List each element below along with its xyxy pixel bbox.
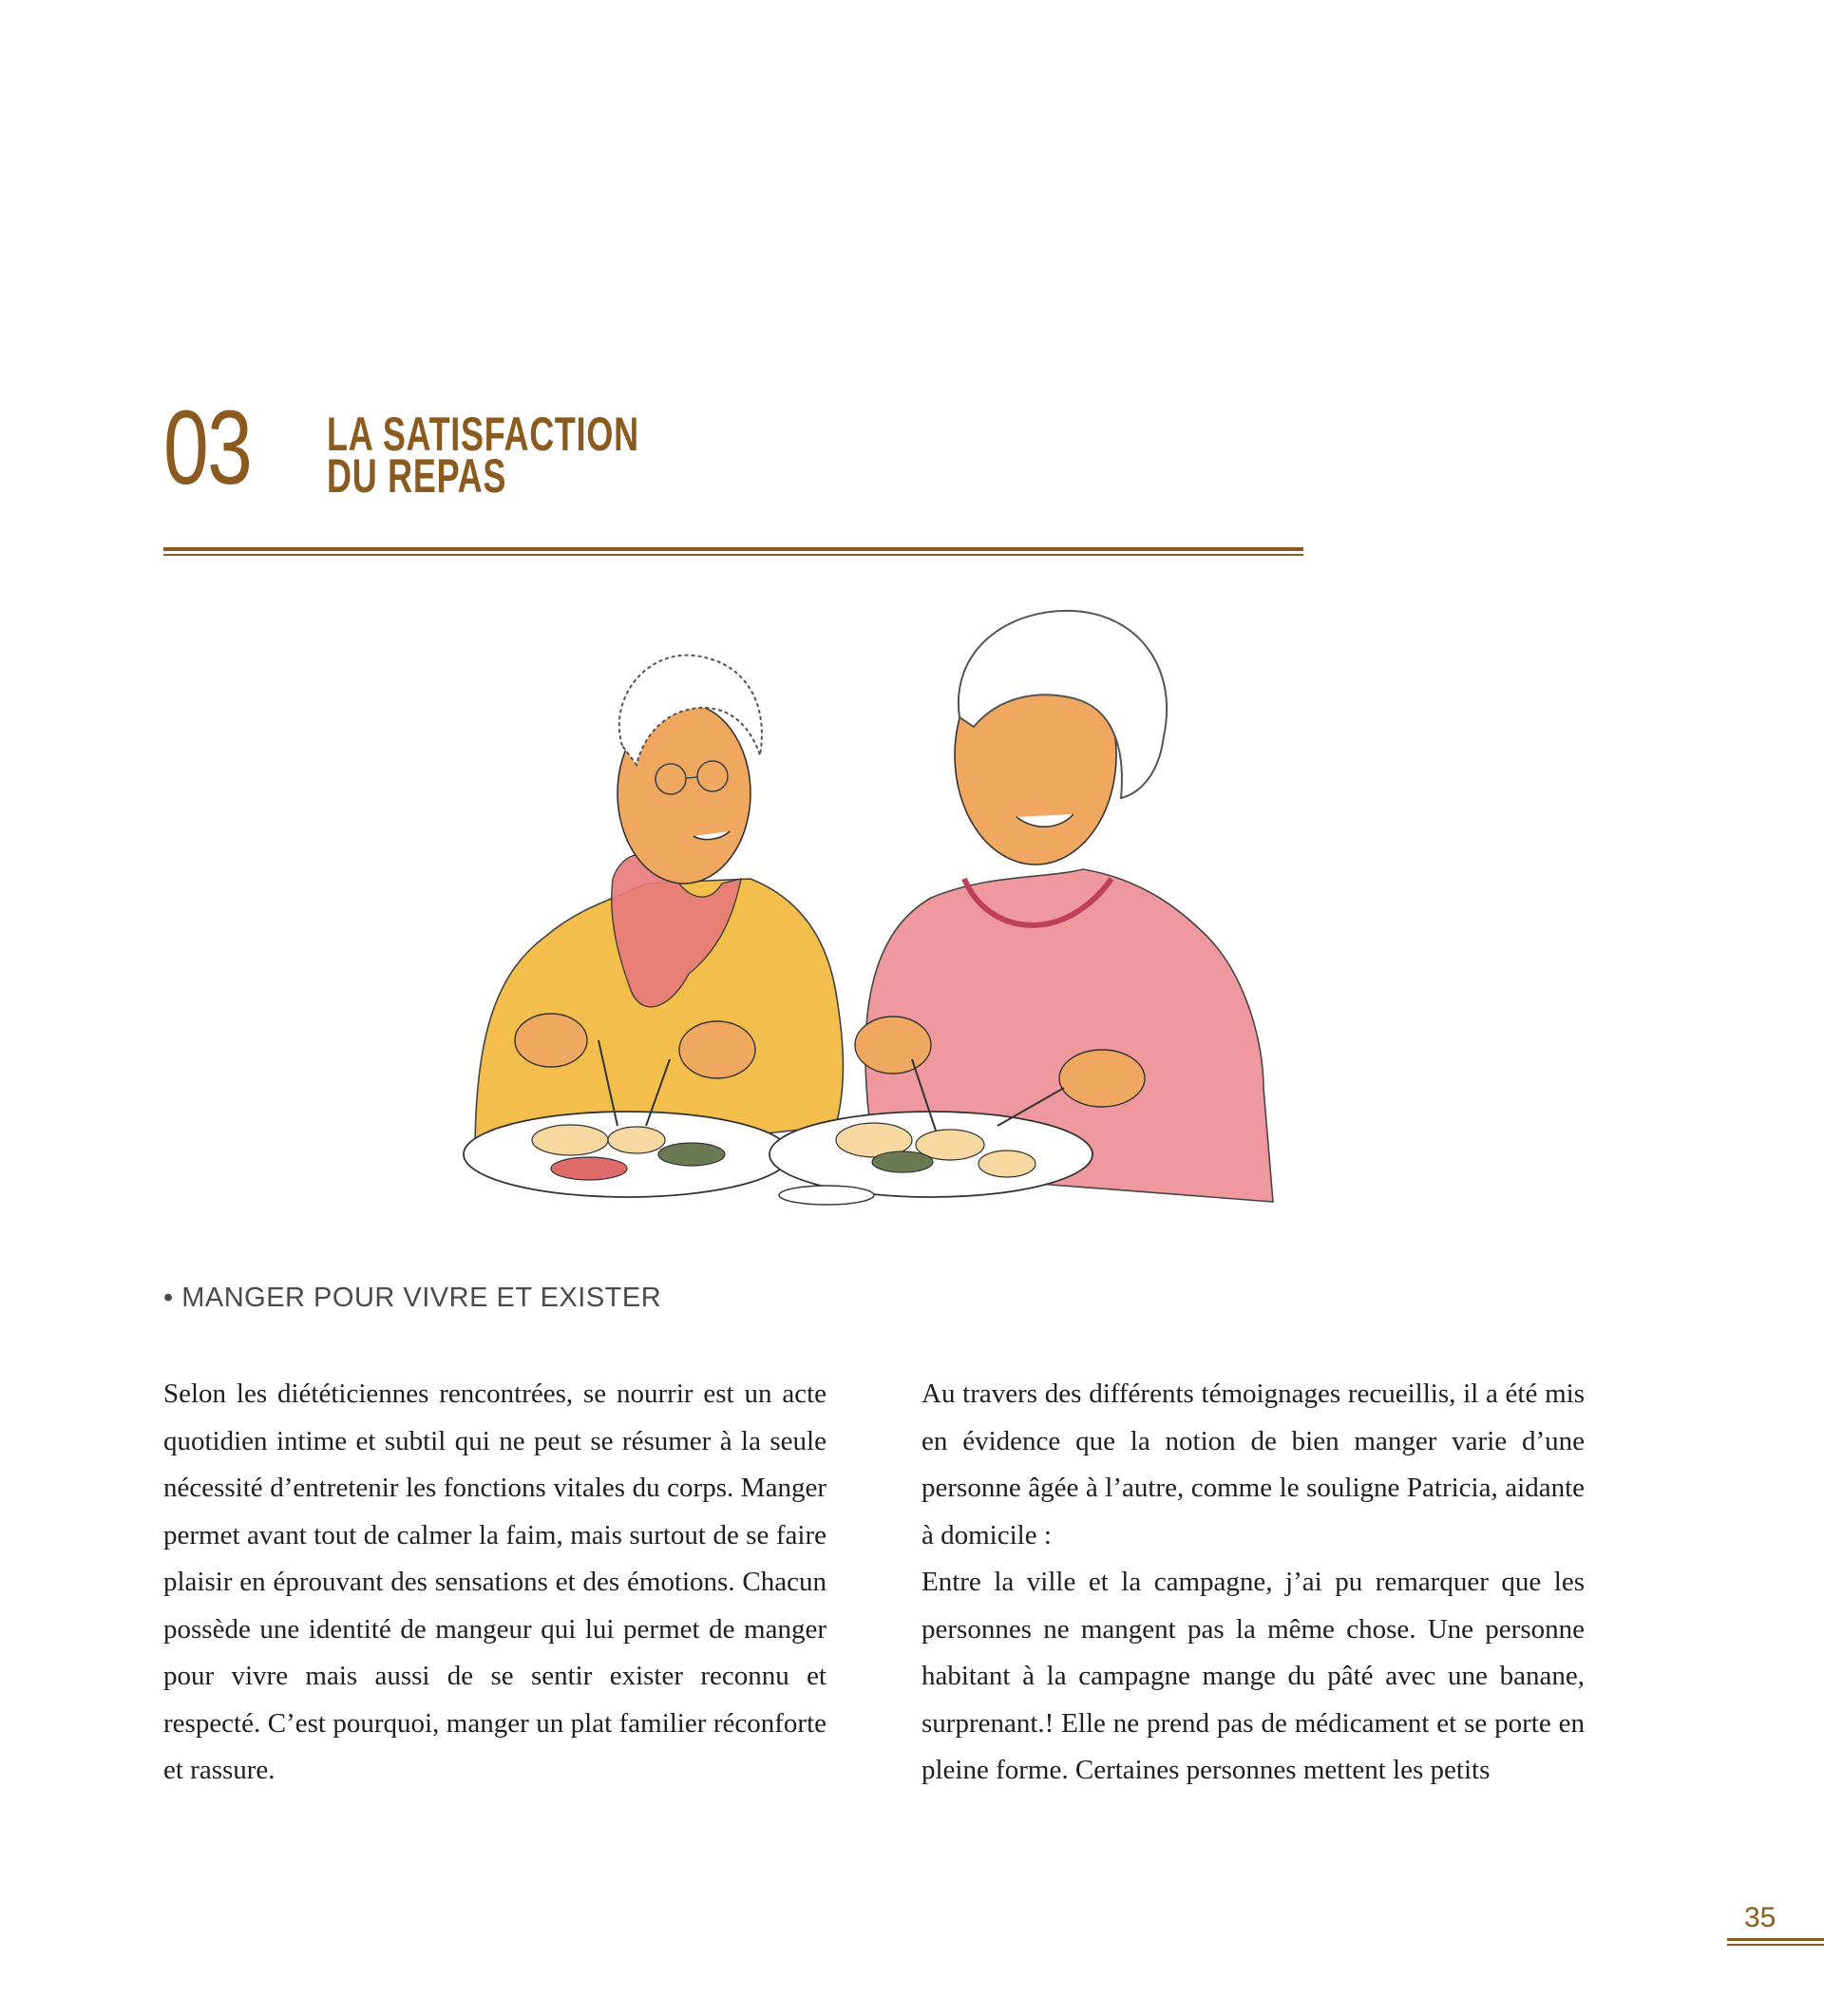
paragraph: Entre la ville et la campagne, j’ai pu remarquer que les personnes ne mangent pas la même chose. Une personne habitant à la campagne mange du pâté avec une banane, surprenant.! Elle ne prend pas de médicament et se porte en pleine forme. Certaines personnes mettent les petits — [922, 1567, 1585, 1785]
paragraph: Selon les diététiciennes rencontrées, se nourrir est un acte quotidien intime et subtil qui ne peut se résumer à la seule nécessité d’entretenir les fonctions vitales du corps. Manger permet avant tout de calmer la faim, mais surtout de se faire plaisir en éprouvant des sensations et des émotions. Chacun possède une identité de mangeur qui lui permet de manger pour vivre mais aussi de se sentir exister reconnu et respecté. C’est pourquoi, manger un plat familier réconforte et rassure. — [163, 1379, 826, 1785]
title-rule-thin — [163, 554, 1303, 556]
text-column-right — [922, 1371, 1585, 1795]
paragraph: Au travers des différents témoignages recueillis, il a été mis en évidence que la notion de bien manger varie d’une personne âgée à l’autre, comme le souligne Patricia, aidante à domicile : — [922, 1379, 1585, 1550]
text-column-left — [163, 1371, 826, 1795]
chapter-title-line1: LA SATISFACTION — [327, 408, 639, 461]
chapter-number: 03 — [163, 390, 252, 506]
chapter-title — [327, 408, 639, 503]
section-heading: • MANGER POUR VIVRE ET EXISTER — [163, 1283, 662, 1313]
page-number-rule — [1727, 1944, 1824, 1946]
elderly-couple-dining-illustration — [456, 594, 1311, 1211]
chapter-header — [163, 390, 1303, 518]
chapter-title-line2: DU REPAS — [327, 449, 507, 503]
title-rule-thick — [163, 547, 1303, 551]
page-number: 35 — [1744, 1902, 1776, 1933]
page-number-rule — [1727, 1938, 1824, 1941]
